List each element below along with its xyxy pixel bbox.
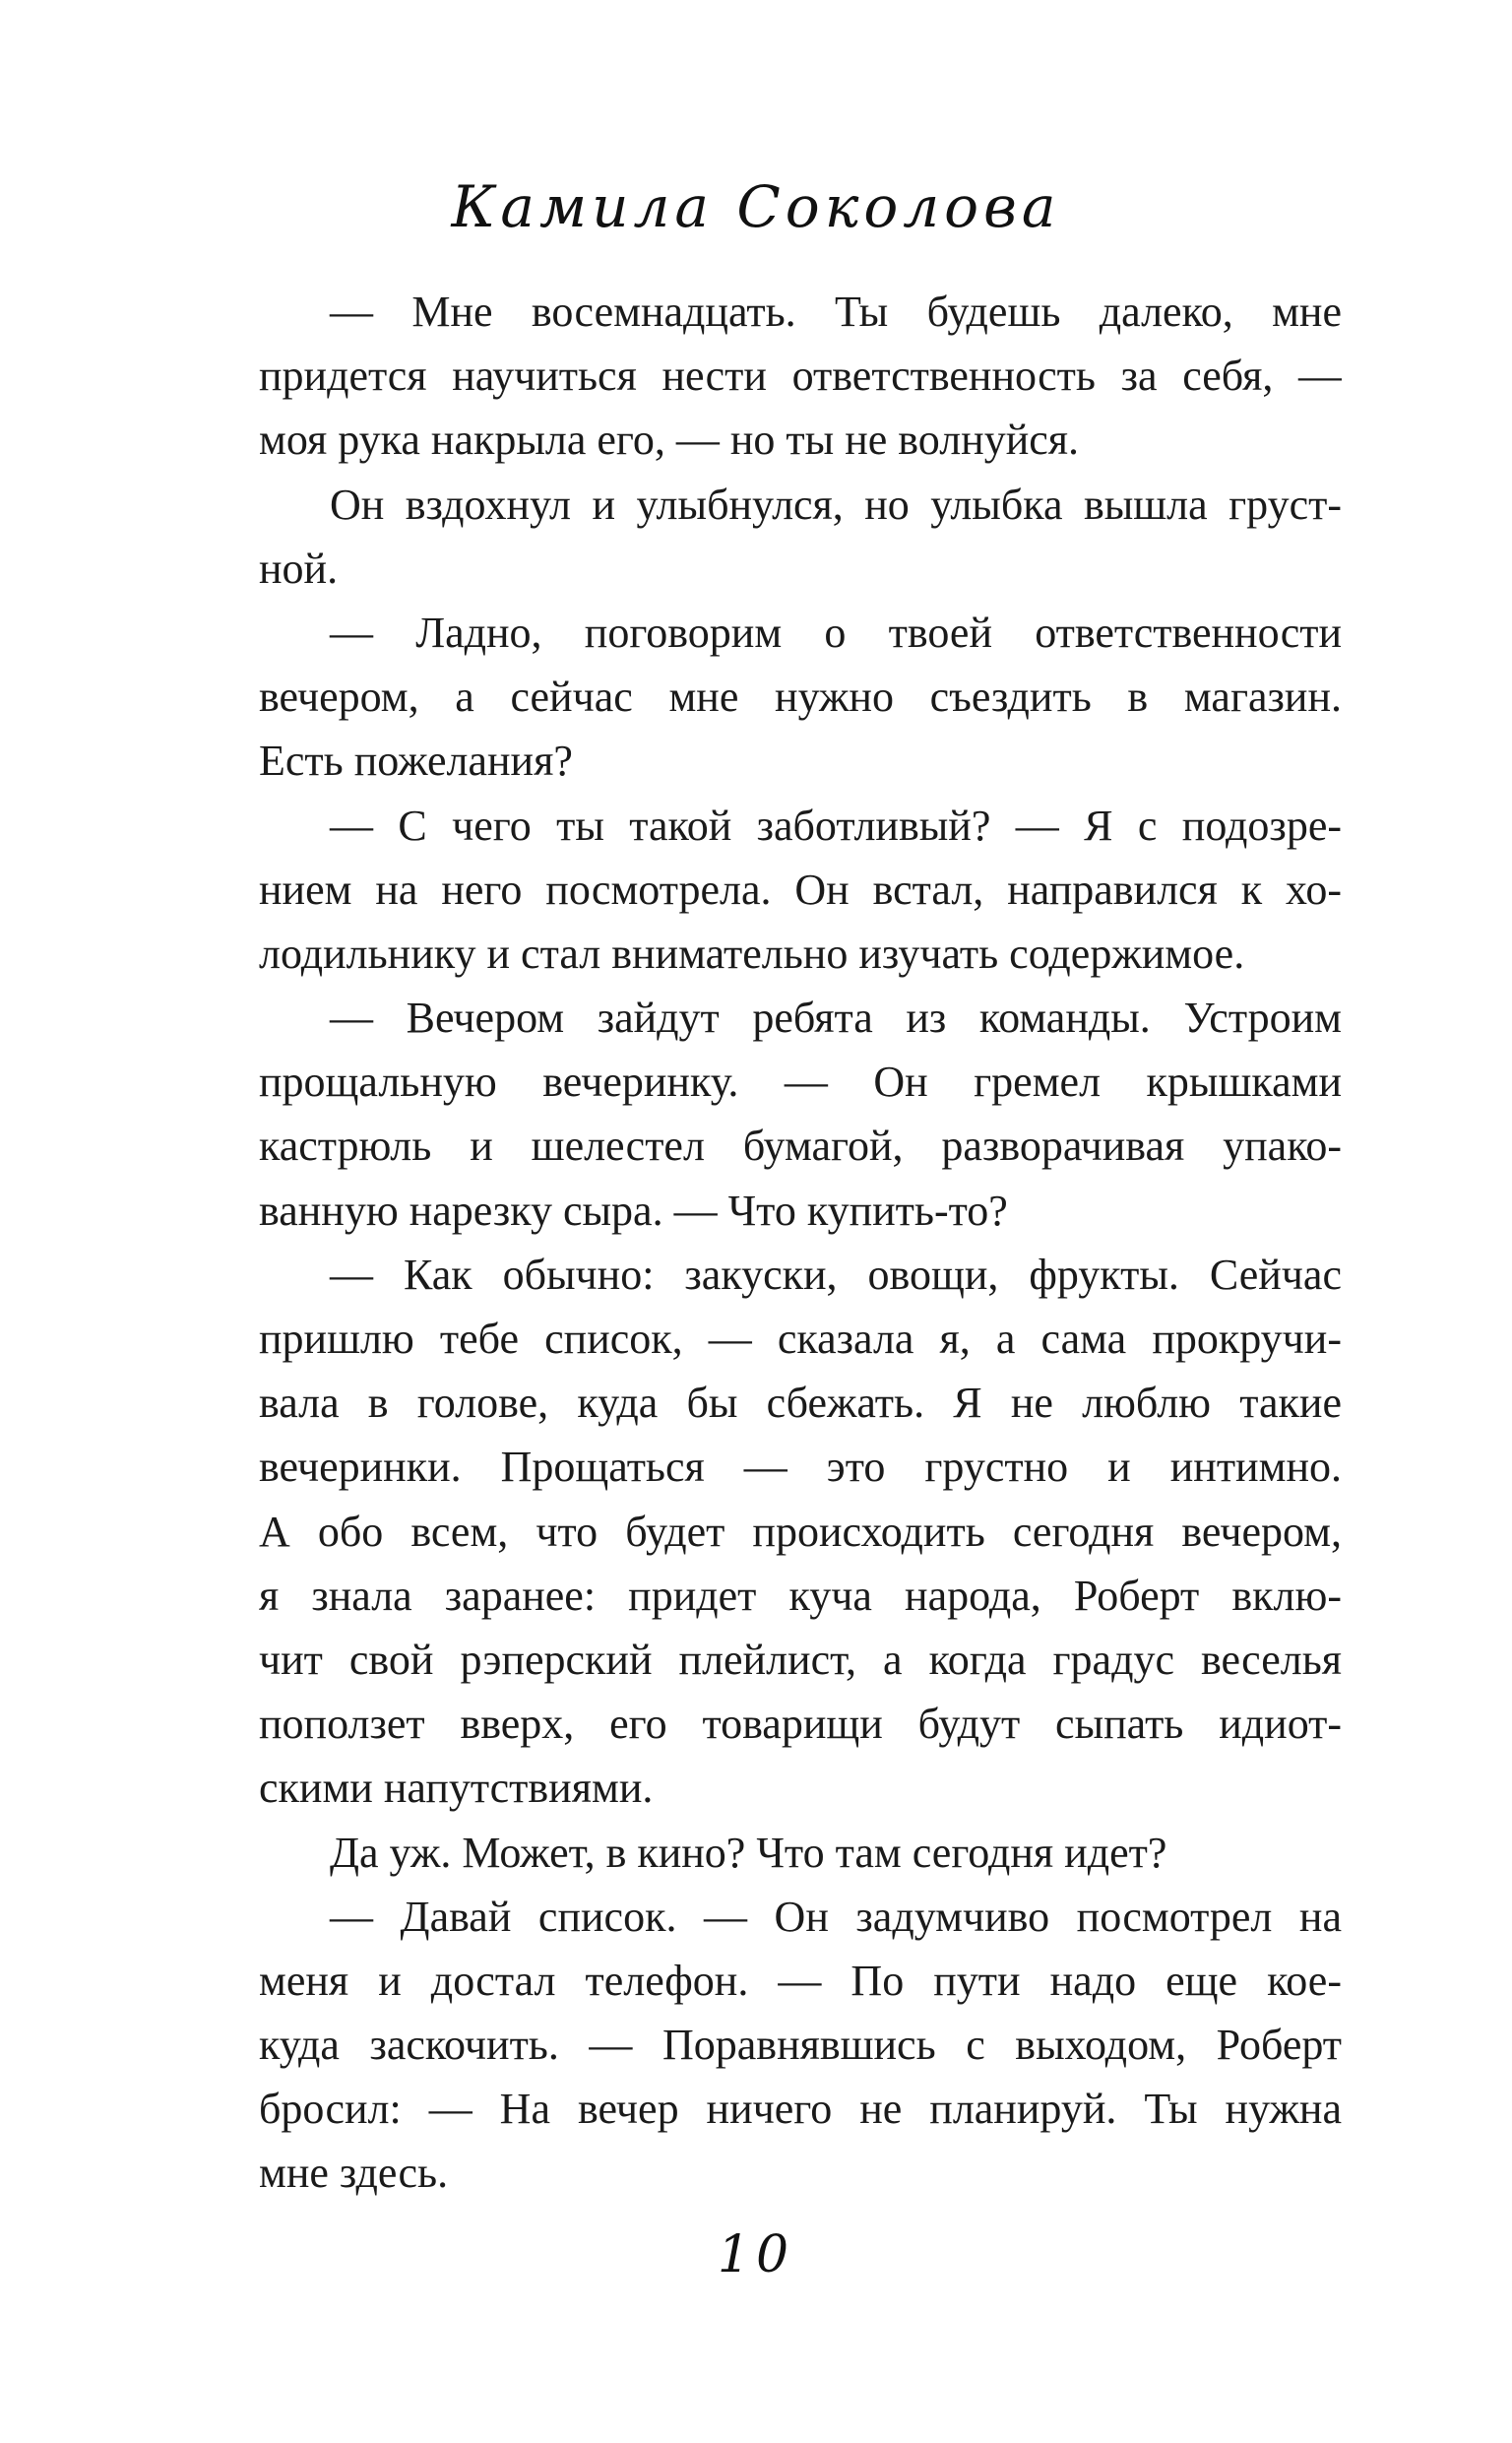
text-line: Есть пожелания? <box>259 737 573 786</box>
text-line: куда заскочить. — Поравнявшись с выходом, Роберт <box>259 2021 1342 2070</box>
text-line: — Мне восемнадцать. Ты будешь далеко, мне <box>330 288 1342 336</box>
text-line: вечеринки. Прощаться — это грустно и интимно. <box>259 1443 1342 1492</box>
text-line: — С чего ты такой заботливый? — Я с подозре- <box>330 801 1342 850</box>
text-line: чит свой рэперский плейлист, а когда градус веселья <box>259 1635 1342 1684</box>
text-line: нием на него посмотрела. Он встал, направился к хо- <box>259 865 1342 914</box>
text-line: — Как обычно: закуски, овощи, фрукты. Сейчас <box>330 1250 1342 1299</box>
text-line: поползет вверх, его товарищи будут сыпать идиот- <box>259 1700 1342 1749</box>
text-line: бросил: — На вечер ничего не планируй. Ты нужна <box>259 2085 1342 2134</box>
text-line: прощальную вечеринку. — Он гремел крышками <box>259 1058 1342 1107</box>
body-text <box>259 280 1342 2206</box>
text-line: моя рука накрыла его, — но ты не волнуйся. <box>259 416 1080 465</box>
running-head-author: Камила Соколова <box>451 173 1061 240</box>
text-line: А обо всем, что будет происходить сегодня вечером, <box>259 1507 1342 1556</box>
text-line: пришлю тебе список, — сказала я, а сама прокручи- <box>259 1315 1342 1363</box>
text-line: — Давай список. — Он задумчиво посмотрел на <box>330 1892 1342 1941</box>
text-line: ной. <box>259 544 339 593</box>
text-line: вала в голове, куда бы сбежать. Я не люблю такие <box>259 1379 1342 1428</box>
text-line: вечером, а сейчас мне нужно съездить в магазин. <box>259 673 1342 722</box>
text-line: кастрюль и шелестел бумагой, разворачивая упако- <box>259 1122 1342 1171</box>
text-line: меня и достал телефон. — По пути надо еще кое- <box>259 1956 1342 2005</box>
text-line: мне здесь. <box>259 2149 449 2198</box>
page-number: 10 <box>717 2225 795 2284</box>
text-line: я знала заранее: придет куча народа, Роберт вклю- <box>259 1571 1342 1620</box>
text-line: придется научиться нести ответственность за себя, — <box>259 352 1342 401</box>
text-line: Да уж. Может, в кино? Что там сегодня идет? <box>330 1828 1167 1877</box>
text-line: ванную нарезку сыра. — Что купить-то? <box>259 1186 1008 1235</box>
text-line: скими напутствиями. <box>259 1764 654 1813</box>
text-line: лодильнику и стал внимательно изучать содержимое. <box>259 929 1245 978</box>
text-line: — Ладно, поговорим о твоей ответственности <box>330 608 1342 657</box>
text-line: — Вечером зайдут ребята из команды. Устроим <box>330 994 1342 1043</box>
text-line: Он вздохнул и улыбнулся, но улыбка вышла груст- <box>330 480 1342 529</box>
